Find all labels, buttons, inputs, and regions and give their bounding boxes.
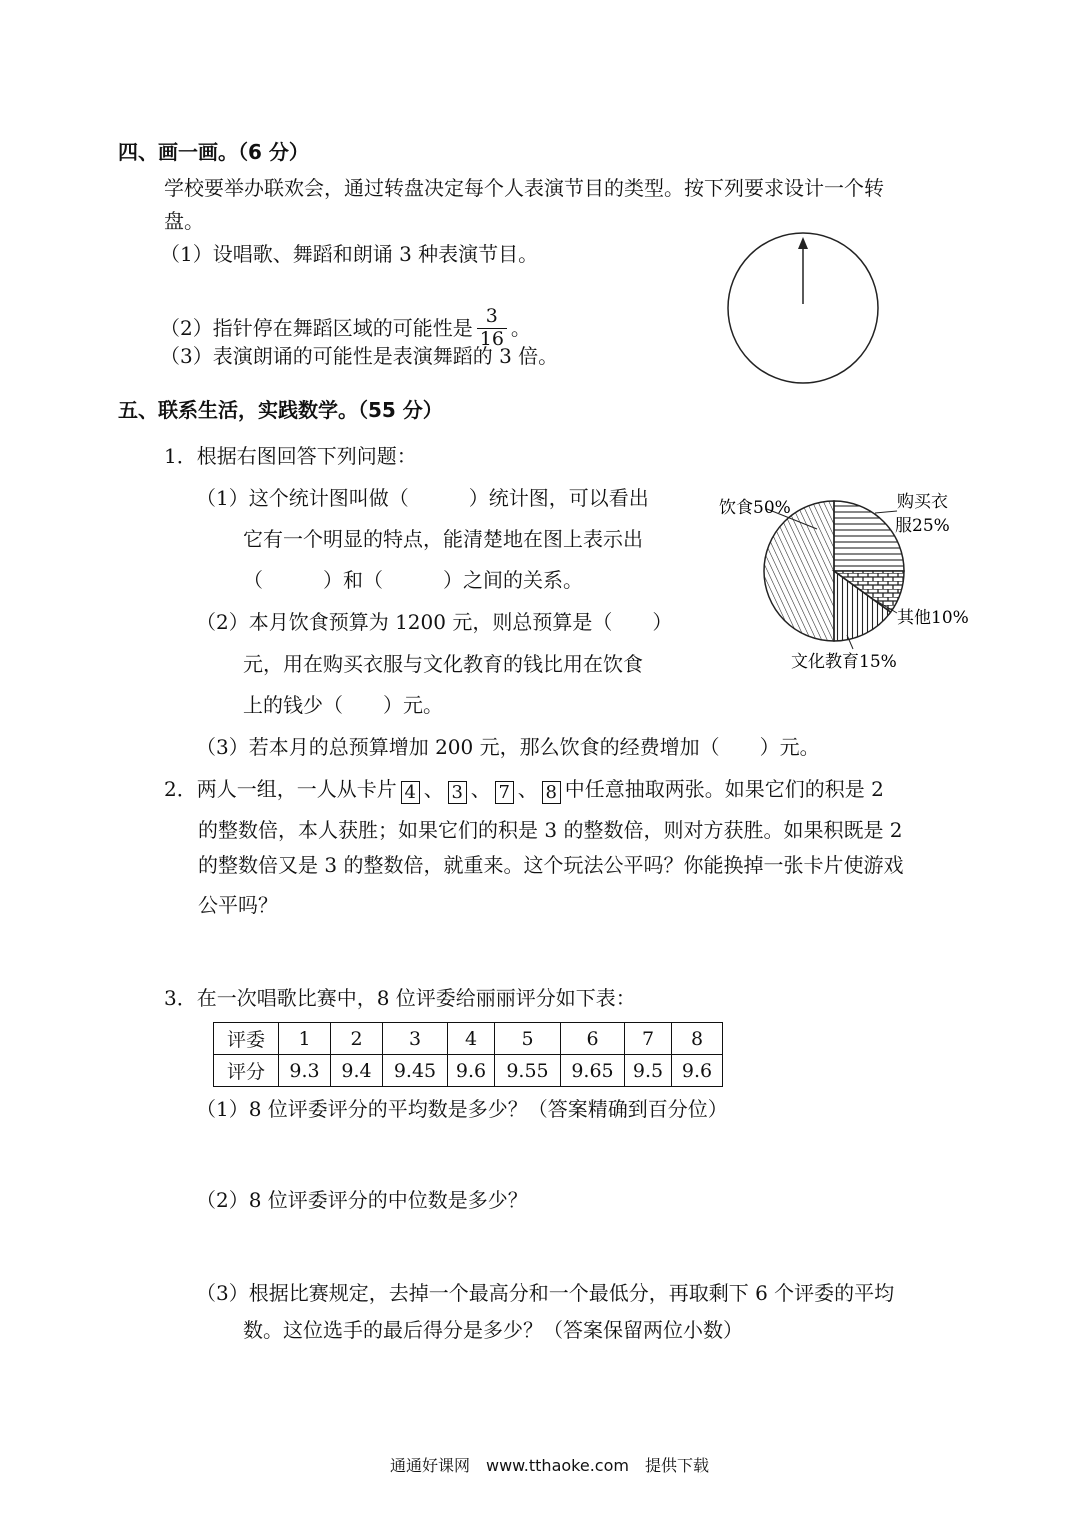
q3-part3-line2: 数。这位选手的最后得分是多少？（答案保留两位小数）: [243, 1318, 743, 1342]
table-row-scores: [214, 1055, 723, 1087]
table-cell: 6: [561, 1023, 625, 1055]
card-sep-1: 、: [423, 777, 444, 801]
pie-label-clothes-1: 购买衣: [897, 492, 948, 512]
q1-part1-line2: 它有一个明显的特点，能清楚地在图上表示出: [243, 527, 643, 551]
q1-part1-line3: （ ）和（ ）之间的关系。: [243, 568, 583, 592]
leader-line-clothes: [875, 511, 897, 513]
q2-line1: [164, 777, 884, 804]
table-header-score: 评分: [214, 1055, 279, 1087]
pie-label-culture: 文化教育15%: [791, 652, 897, 672]
q1-part2-line3: 上的钱少（ ）元。: [243, 693, 443, 717]
table-cell: 3: [383, 1023, 448, 1055]
q1-part3: （3）若本月的总预算增加 200 元，那么饮食的经费增加（ ）元。: [196, 735, 820, 759]
table-cell: 9.6: [448, 1055, 495, 1087]
card-2: 3: [448, 781, 467, 804]
q1-part2-line1: （2）本月饮食预算为 1200 元，则总预算是（ ）: [196, 610, 673, 634]
table-cell: 9.65: [561, 1055, 625, 1087]
section4-req2-text: （2）指针停在舞蹈区域的可能性是: [160, 316, 473, 341]
table-cell: 7: [625, 1023, 672, 1055]
score-table: [213, 1022, 723, 1087]
section4-intro-line1: 学校要举办联欢会，通过转盘决定每个人表演节目的类型。按下列要求设计一个转: [164, 176, 884, 200]
fraction-denominator: 16: [479, 327, 504, 350]
table-cell: 9.6: [672, 1055, 723, 1087]
table-cell: 9.55: [495, 1055, 561, 1087]
spinner-arrowhead: [798, 237, 808, 249]
q1-part2-line2: 元，用在购买衣服与文化教育的钱比用在饮食: [243, 652, 643, 676]
q3-part3-line1: （3）根据比赛规定，去掉一个最高分和一个最低分，再取剩下 6 个评委的平均: [196, 1281, 895, 1305]
section5-heading: 五、联系生活，实践数学。（55 分）: [118, 398, 443, 422]
q3-title: 3．在一次唱歌比赛中，8 位评委给丽丽评分如下表：: [164, 986, 636, 1010]
card-sep-3: 、: [517, 777, 538, 801]
fraction-numerator: 3: [477, 306, 507, 329]
table-cell: 4: [448, 1023, 495, 1055]
table-cell: 2: [331, 1023, 383, 1055]
card-sep-2: 、: [470, 777, 491, 801]
table-cell: 5: [495, 1023, 561, 1055]
q2-line1-start: 2．两人一组，一人从卡片: [164, 777, 397, 801]
card-4: 8: [542, 781, 561, 804]
section4-heading: 四、画一画。（6 分）: [118, 140, 309, 164]
pie-label-food: 饮食50%: [719, 498, 791, 518]
q2-line1-end: 中任意抽取两张。如果它们的积是 2: [564, 777, 884, 801]
table-cell: 9.3: [279, 1055, 331, 1087]
q3-part2: （2）8 位评委评分的中位数是多少？: [196, 1188, 528, 1212]
table-cell: 1: [279, 1023, 331, 1055]
section4-req2-end: 。: [510, 316, 531, 341]
pie-label-clothes-2: 服25%: [895, 516, 950, 536]
section4-req3: （3）表演朗诵的可能性是表演舞蹈的 3 倍。: [160, 344, 559, 368]
page-footer: 通通好课网 www.tthaoke.com 提供下载: [390, 1456, 709, 1475]
table-row-judges: [214, 1023, 723, 1055]
card-3: 7: [495, 781, 514, 804]
q2-line3: 的整数倍又是 3 的整数倍，就重来。这个玩法公平吗？你能换掉一张卡片使游戏: [198, 853, 904, 877]
section4-req1: （1）设唱歌、舞蹈和朗诵 3 种表演节目。: [160, 242, 539, 266]
pie-label-other: 其他10%: [897, 608, 969, 628]
card-1: 4: [401, 781, 420, 804]
q1-title: 1．根据右图回答下列问题：: [164, 444, 417, 468]
q1-part1-line1: （1）这个统计图叫做（ ）统计图，可以看出: [196, 486, 649, 510]
spinner-diagram: [724, 229, 882, 387]
q3-part1: （1）8 位评委评分的平均数是多少？（答案精确到百分位）: [196, 1097, 728, 1121]
q2-line4: 公平吗？: [198, 893, 278, 917]
pie-chart: [705, 485, 985, 680]
q2-line2: 的整数倍，本人获胜；如果它们的积是 3 的整数倍，则对方获胜。如果积既是 2: [198, 818, 903, 842]
section4-intro-line2: 盘。: [164, 209, 204, 233]
pie-slices: [764, 501, 904, 641]
table-cell: 9.5: [625, 1055, 672, 1087]
table-cell: 9.4: [331, 1055, 383, 1087]
table-cell: 8: [672, 1023, 723, 1055]
table-cell: 9.45: [383, 1055, 448, 1087]
table-header-judge: 评委: [214, 1023, 279, 1055]
